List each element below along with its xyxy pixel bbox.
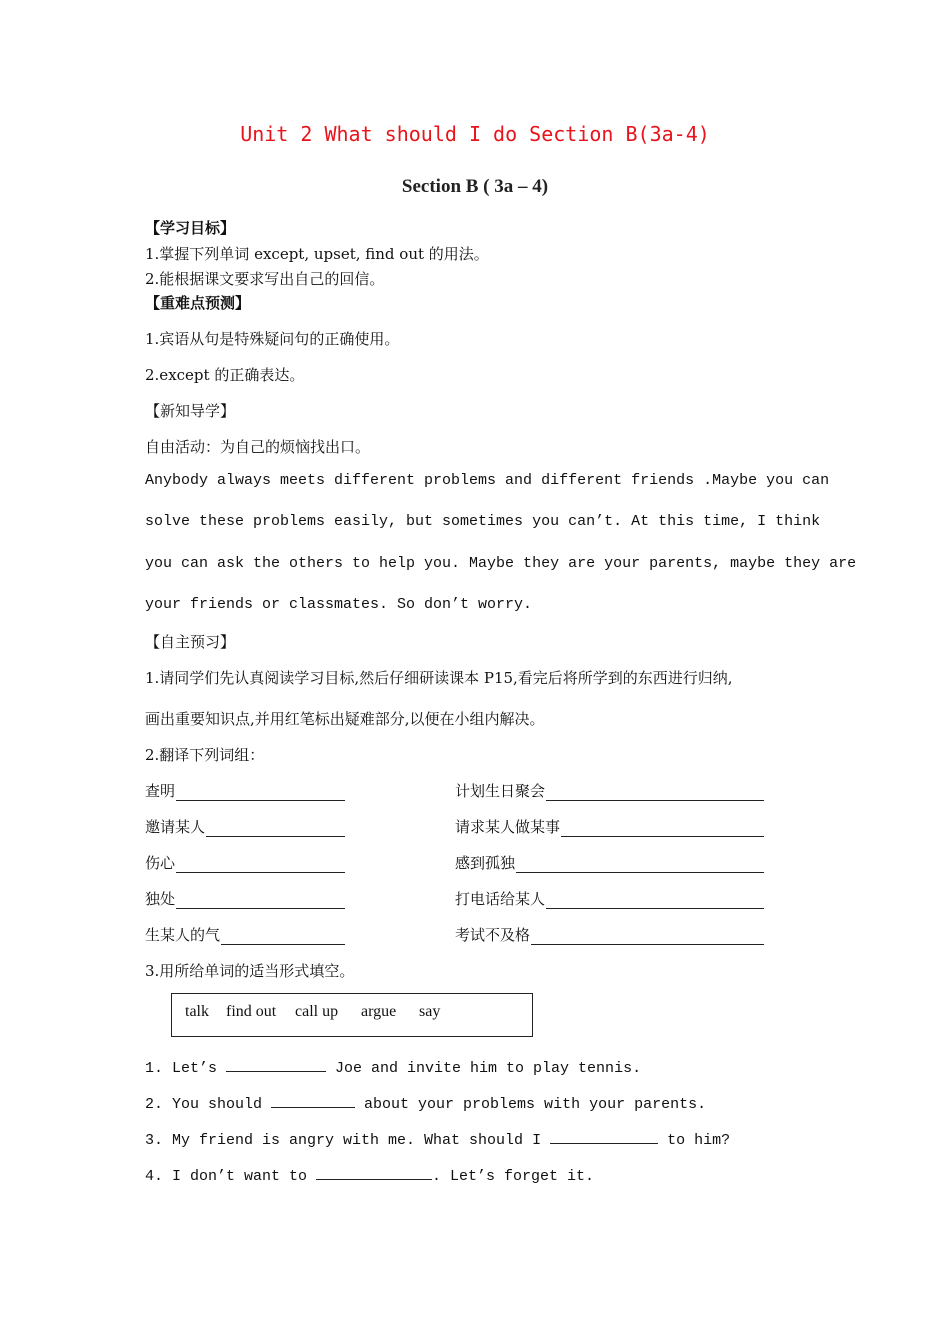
translate-heading: 2.翻译下列词组： bbox=[145, 746, 265, 764]
answer-blank[interactable] bbox=[561, 822, 764, 837]
activity-text: 自由活动：为自己的烦恼找出口。 bbox=[145, 438, 371, 456]
phrase-label: 伤心 bbox=[145, 854, 176, 872]
phrase-row bbox=[145, 780, 345, 801]
answer-blank[interactable] bbox=[546, 894, 764, 909]
phrase-label: 请求某人做某事 bbox=[455, 818, 561, 836]
page-subtitle: Section B ( 3a – 4) bbox=[401, 176, 549, 197]
phrase-label: 生某人的气 bbox=[145, 926, 221, 944]
phrase-label: 感到孤独 bbox=[455, 854, 516, 872]
key-point-item: 1.宾语从句是特殊疑问句的正确使用。 bbox=[145, 330, 400, 348]
exercise-sentence: 1. Let’s Joe and invite him to play tennis. bbox=[145, 1057, 641, 1077]
word-bank-item: call up bbox=[295, 1003, 339, 1020]
preview-instruction: 画出重要知识点,并用红笔标出疑难部分,以便在小组内解决。 bbox=[145, 710, 545, 728]
answer-blank[interactable] bbox=[546, 786, 764, 801]
phrase-row bbox=[145, 852, 345, 873]
goal-item: 1.掌握下列单词 except, upset, find out 的用法。 bbox=[145, 245, 489, 263]
word-bank-item: argue bbox=[361, 1003, 397, 1020]
phrase-row bbox=[455, 816, 764, 837]
phrase-row bbox=[455, 888, 764, 909]
exercise-sentence: 2. You should about your problems with your parents. bbox=[145, 1093, 706, 1113]
word-bank-item: talk bbox=[185, 1003, 209, 1020]
answer-blank[interactable] bbox=[176, 786, 345, 801]
answer-blank[interactable] bbox=[221, 930, 345, 945]
phrase-row bbox=[145, 816, 345, 837]
answer-blank[interactable] bbox=[316, 1165, 432, 1180]
phrase-row bbox=[145, 924, 345, 945]
answer-blank[interactable] bbox=[176, 858, 345, 873]
goals-heading: 【学习目标】 bbox=[145, 219, 236, 237]
answer-blank[interactable] bbox=[226, 1057, 326, 1072]
phrase-label: 打电话给某人 bbox=[455, 890, 546, 908]
phrase-row bbox=[455, 780, 764, 801]
phrase-label: 邀请某人 bbox=[145, 818, 206, 836]
phrase-label: 考试不及格 bbox=[455, 926, 531, 944]
exercise-sentence: 3. My friend is angry with me. What should I to him? bbox=[145, 1129, 730, 1149]
answer-blank[interactable] bbox=[516, 858, 764, 873]
phrase-label: 查明 bbox=[145, 782, 176, 800]
key-point-item: 2.except 的正确表达。 bbox=[145, 366, 305, 384]
phrase-label: 独处 bbox=[145, 890, 176, 908]
page-title: Unit 2 What should I do Section B(3a-4) bbox=[240, 122, 710, 146]
word-bank-item: say bbox=[419, 1003, 441, 1020]
preview-heading: 【自主预习】 bbox=[145, 633, 236, 651]
phrase-row bbox=[145, 888, 345, 909]
phrase-row bbox=[455, 852, 764, 873]
word-bank-item: find out bbox=[226, 1003, 277, 1020]
passage-line: your friends or classmates. So don’t worry. bbox=[145, 596, 533, 613]
answer-blank[interactable] bbox=[176, 894, 345, 909]
passage-line: solve these problems easily, but sometimes you can’t. At this time, I think bbox=[145, 513, 821, 530]
passage-line: Anybody always meets different problems and different friends .Maybe you can bbox=[145, 472, 830, 489]
passage-line: you can ask the others to help you. Maybe they are your parents, maybe they are bbox=[145, 555, 857, 572]
fill-heading: 3.用所给单词的适当形式填空。 bbox=[145, 962, 355, 980]
answer-blank[interactable] bbox=[206, 822, 345, 837]
phrase-label: 计划生日聚会 bbox=[455, 782, 546, 800]
exercise-sentence: 4. I don’t want to . Let’s forget it. bbox=[145, 1165, 594, 1185]
phrase-row bbox=[455, 924, 764, 945]
preview-instruction: 1.请同学们先认真阅读学习目标,然后仔细研读课本 P15,看完后将所学到的东西进行归纳, bbox=[145, 669, 733, 687]
answer-blank[interactable] bbox=[531, 930, 764, 945]
new-knowledge-heading: 【新知导学】 bbox=[145, 402, 236, 420]
answer-blank[interactable] bbox=[550, 1129, 658, 1144]
goal-item: 2.能根据课文要求写出自己的回信。 bbox=[145, 270, 385, 288]
key-points-heading: 【重难点预测】 bbox=[145, 294, 251, 312]
word-bank-box bbox=[171, 993, 533, 1037]
answer-blank[interactable] bbox=[271, 1093, 355, 1108]
